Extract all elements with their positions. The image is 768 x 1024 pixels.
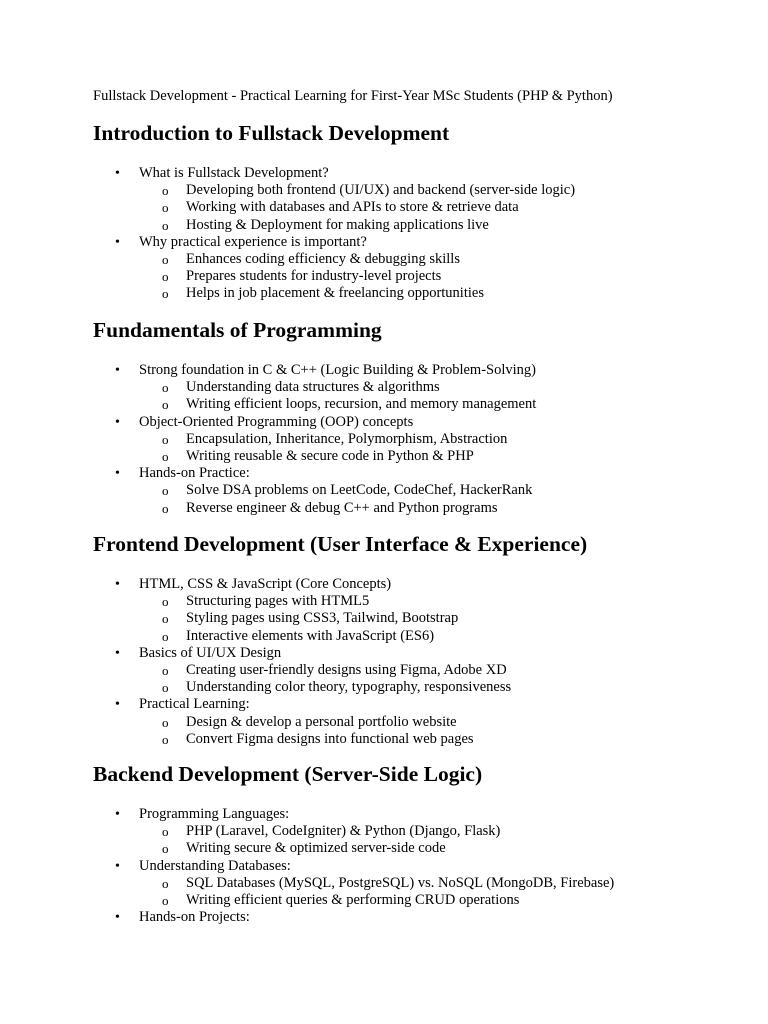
sub-list-item (0, 285, 768, 302)
sub-list-item (0, 628, 768, 645)
sub-list-item (0, 268, 768, 285)
sub-list-item (0, 892, 768, 909)
sub-bullet-marker: o (162, 892, 169, 908)
list-item-text: HTML, CSS & JavaScript (Core Concepts) (139, 576, 392, 592)
sub-list-item (0, 182, 768, 199)
list-item (0, 806, 768, 823)
sub-list-item (0, 593, 768, 610)
bullet-marker: • (115, 363, 120, 378)
list-item (0, 576, 768, 593)
sub-list-item-text: Enhances coding efficiency & debugging skills (186, 250, 460, 267)
sub-list-item-text: Hosting & Deployment for making applications live (186, 216, 489, 233)
sub-list-item-text: Design & develop a personal portfolio website (186, 713, 457, 730)
bullet-marker: • (115, 166, 120, 181)
sub-list-item-text: Interactive elements with JavaScript (ES6) (186, 627, 435, 644)
section-heading: Backend Development (Server-Side Logic) (93, 762, 483, 786)
sub-bullet-marker: o (162, 269, 169, 285)
sub-list-item-text: PHP (Laravel, CodeIgniter) & Python (Django, Flask) (186, 823, 501, 840)
list-item-text: Practical Learning: (139, 696, 250, 713)
sub-list-item (0, 448, 768, 465)
sub-list-item-text: Encapsulation, Inheritance, Polymorphism, Abstraction (186, 430, 508, 447)
sub-list-item-text: Structuring pages with HTML5 (186, 593, 370, 610)
sub-bullet-marker: o (162, 611, 169, 627)
sub-list-item-text: Solve DSA problems on LeetCode, CodeChef, HackerRank (186, 482, 533, 499)
list-item-text: Strong foundation in C & C++ (Logic Building & Problem-Solving) (139, 362, 536, 378)
sub-bullet-marker: o (162, 628, 169, 644)
sub-list-item-text: Helps in job placement & freelancing opportunities (186, 285, 484, 302)
list-item (0, 465, 768, 482)
sub-bullet-marker: o (162, 286, 169, 302)
bullet-list (0, 165, 768, 303)
sub-list-item-text: Prepares students for industry-level projects (186, 268, 442, 285)
bullet-marker: • (115, 577, 120, 592)
sub-list-item (0, 379, 768, 396)
sub-list-item (0, 662, 768, 679)
sub-list-item (0, 731, 768, 748)
list-item-text: Object-Oriented Programming (OOP) concepts (139, 413, 414, 430)
list-item-text: Basics of UI/UX Design (139, 644, 282, 661)
sub-list-item-text: Writing reusable & secure code in Python & PHP (186, 447, 474, 464)
list-item (0, 858, 768, 875)
sub-bullet-marker: o (162, 200, 169, 216)
bullet-marker: • (115, 807, 120, 822)
sub-list-item-text: SQL Databases (MySQL, PostgreSQL) vs. NoSQL (MongoDB, Firebase) (186, 874, 615, 891)
sub-list-item-text: Styling pages using CSS3, Tailwind, Bootstrap (186, 610, 459, 627)
list-item-text: Why practical experience is important? (139, 233, 367, 250)
bullet-marker: • (115, 234, 120, 250)
sub-bullet-marker: o (162, 183, 169, 199)
section-heading: Introduction to Fullstack Development (93, 121, 450, 145)
sub-list-item (0, 431, 768, 448)
sub-list-item-text: Working with databases and APIs to store & retrieve data (186, 199, 519, 216)
sub-bullet-marker: o (162, 397, 169, 413)
sub-list-item-text: Writing efficient loops, recursion, and memory management (186, 396, 537, 413)
sub-list-item (0, 217, 768, 234)
sub-list-item (0, 500, 768, 517)
sub-bullet-marker: o (162, 500, 169, 516)
list-item (0, 696, 768, 713)
sub-bullet-marker: o (162, 662, 169, 678)
bullet-marker: • (115, 910, 120, 926)
sub-list-item (0, 482, 768, 499)
sub-bullet-marker: o (162, 875, 169, 891)
sub-bullet-marker: o (162, 251, 169, 267)
list-item (0, 234, 768, 251)
sub-list-item-text: Creating user-friendly designs using Figma, Adobe XD (186, 661, 507, 678)
list-item (0, 165, 768, 182)
bullet-marker: • (115, 697, 120, 713)
sub-list-item-text: Understanding color theory, typography, responsiveness (186, 679, 512, 696)
list-item-text: Hands-on Practice: (139, 465, 250, 482)
sub-bullet-marker: o (162, 380, 169, 396)
sub-list-item (0, 610, 768, 627)
sub-list-item (0, 199, 768, 216)
list-item (0, 909, 768, 926)
list-item (0, 362, 768, 379)
sub-list-item (0, 823, 768, 840)
sub-bullet-marker: o (162, 841, 169, 857)
sub-list-item (0, 840, 768, 857)
list-item-text: Programming Languages: (139, 806, 290, 822)
bullet-marker: • (115, 858, 120, 874)
document-title: Fullstack Development - Practical Learning for First-Year MSc Students (PHP & Python) (93, 88, 613, 104)
sub-list-item-text: Developing both frontend (UI/UX) and backend (server-side logic) (186, 182, 576, 199)
list-item-text: Hands-on Projects: (139, 909, 250, 926)
list-item-text: What is Fullstack Development? (139, 165, 329, 181)
list-item (0, 645, 768, 662)
sub-bullet-marker: o (162, 217, 169, 233)
bullet-list (0, 806, 768, 926)
section-heading: Fundamentals of Programming (93, 318, 382, 342)
list-item (0, 414, 768, 431)
sub-bullet-marker: o (162, 731, 169, 747)
sub-list-item (0, 679, 768, 696)
sub-list-item-text: Writing efficient queries & performing CRUD operations (186, 891, 520, 908)
sub-bullet-marker: o (162, 594, 169, 610)
sub-bullet-marker: o (162, 448, 169, 464)
sub-bullet-marker: o (162, 483, 169, 499)
sub-bullet-marker: o (162, 431, 169, 447)
sub-list-item (0, 875, 768, 892)
bullet-list (0, 576, 768, 748)
sub-list-item-text: Writing secure & optimized server-side code (186, 840, 446, 857)
sub-bullet-marker: o (162, 714, 169, 730)
list-item-text: Understanding Databases: (139, 857, 291, 874)
sub-bullet-marker: o (162, 824, 169, 840)
bullet-marker: • (115, 645, 120, 661)
sub-list-item-text: Understanding data structures & algorithms (186, 379, 440, 396)
sub-bullet-marker: o (162, 680, 169, 696)
bullet-list (0, 362, 768, 517)
sub-list-item-text: Convert Figma designs into functional web pages (186, 730, 474, 747)
section-heading: Frontend Development (User Interface & Experience) (93, 532, 588, 556)
sub-list-item (0, 396, 768, 413)
bullet-marker: • (115, 414, 120, 430)
bullet-marker: • (115, 466, 120, 482)
sub-list-item (0, 714, 768, 731)
sub-list-item (0, 251, 768, 268)
sub-list-item-text: Reverse engineer & debug C++ and Python programs (186, 499, 498, 516)
